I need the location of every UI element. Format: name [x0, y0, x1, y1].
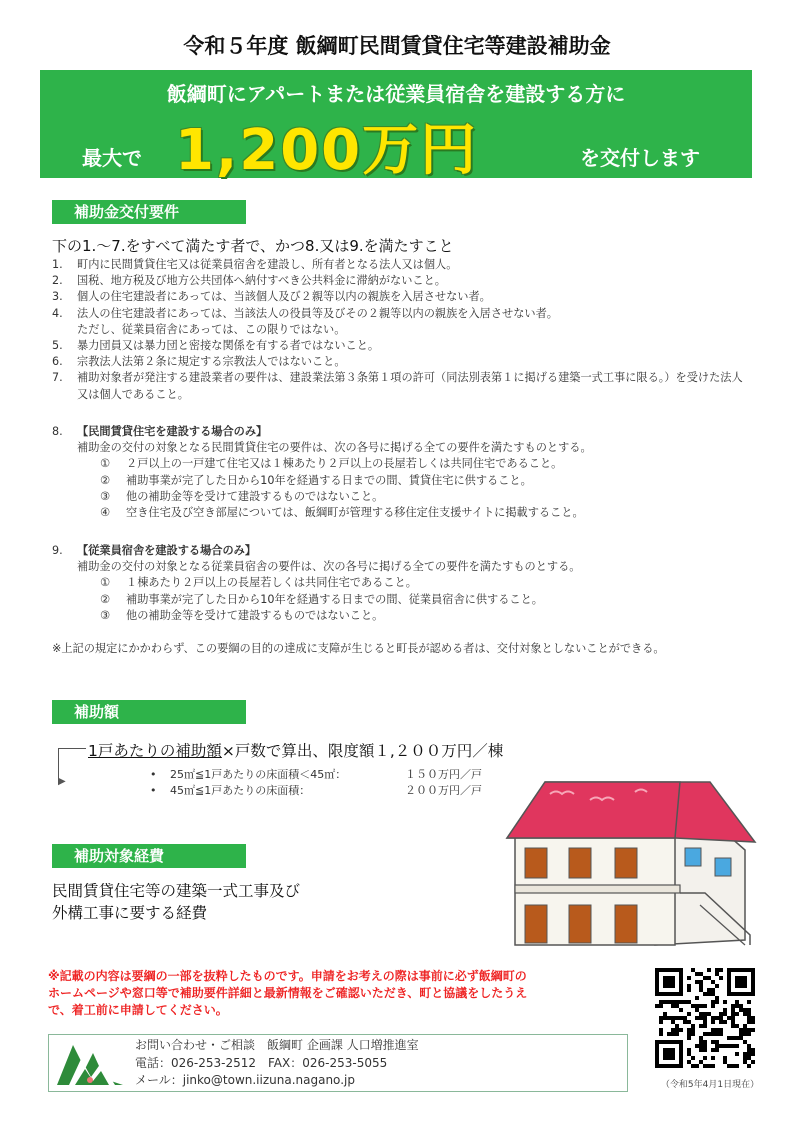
item-text: ただし、従業員宿舎にあっては、この限りではない。 [77, 322, 346, 336]
requirement-9-subitems [52, 575, 752, 624]
sub-text: ２戸以上の一戸建て住宅又は１棟あたり２戸以上の長屋若しくは共同住宅であること。 [126, 457, 563, 471]
sub-requirement [52, 489, 752, 505]
sub-requirement [52, 473, 752, 489]
notice-line3: で、着工前に申請してください。 [48, 1003, 228, 1017]
sub-requirement [52, 575, 752, 591]
headline-banner [40, 70, 752, 183]
requirement-item [52, 273, 752, 289]
amount-detail-label: 45㎡≦1戸あたりの床面積： [170, 784, 311, 797]
sub-mark: ② [100, 473, 111, 487]
requirement-8-subitems [52, 456, 752, 521]
item-number: 8. [52, 425, 63, 438]
expense-text [52, 880, 300, 924]
amount-heading: 補助額 [52, 700, 246, 724]
amount-formula [88, 739, 503, 761]
amount-formula-underlined: 1戸あたりの補助額 [88, 742, 222, 760]
amount-detail-value: １５０万円／戸 [405, 768, 482, 781]
notice-line2: ホームページや窓口等で補助要件詳細と最新情報をご確認いただき、町と協議をしたうえ [48, 986, 528, 1000]
banner-suffix: を交付します [580, 146, 700, 170]
notice-line1: ※記載の内容は要綱の一部を抜粋したものです。申請をお考えの際は事前に必ず飯綱町の [48, 969, 527, 983]
requirement-8 [52, 424, 752, 521]
requirements-note: ※上記の規定にかかわらず、この要綱の目的の達成に支障が生じると町長が認める者は、交付対象としないことができる。 [52, 642, 665, 655]
item-text: 個人の住宅建設者にあっては、当該個人及び２親等以内の親族を入居させない者。 [77, 290, 491, 304]
requirements-intro: 下の1.～7.をすべて満たす者で、かつ8.又は9.を満たすこと [52, 237, 454, 255]
amount-detail-row [150, 767, 482, 783]
contact-info [135, 1037, 419, 1090]
expense-line1: 民間賃貸住宅等の建築一式工事及び [52, 882, 301, 900]
contact-box [48, 1034, 628, 1092]
sub-text: 補助事業が完了した日から10年を経過する日までの間、賃貸住宅に供すること。 [126, 473, 532, 487]
requirement-9 [52, 543, 752, 624]
requirement-item [52, 257, 752, 273]
sub-text: １棟あたり２戸以上の長屋若しくは共同住宅であること。 [126, 576, 417, 590]
sub-mark: ① [100, 576, 111, 590]
amount-details [150, 767, 482, 799]
sub-requirement [52, 456, 752, 472]
requirement-item [52, 338, 752, 354]
requirement-item [52, 370, 752, 402]
expense-heading: 補助対象経費 [52, 844, 246, 868]
amount-formula-rest: ×戸数で算出、限度額１,２００万円／棟 [221, 742, 504, 760]
sub-text: 補助事業が完了した日から10年を経過する日までの間、従業員宿舎に供すること。 [126, 592, 543, 606]
town-logo-icon [55, 1039, 125, 1087]
sub-requirement [52, 592, 752, 608]
qr-code-icon [655, 968, 755, 1068]
requirement-item [52, 322, 752, 338]
requirement-8-lead: 補助金の交付の対象となる民間賃貸住宅の要件は、次の各号に掲げる全ての要件を満たすものとする。 [77, 441, 592, 455]
item-number: 4. [52, 306, 63, 320]
arrow-right-icon: ▶ [58, 776, 66, 787]
amount-detail-bullet: • [150, 784, 157, 797]
expense-line2: 外構工事に要する経費 [52, 904, 208, 922]
item-text: 宗教法人法第２条に規定する宗教法人ではないこと。 [77, 355, 346, 369]
apartment-illustration [505, 780, 765, 950]
item-number: 1. [52, 258, 63, 271]
sub-text: 空き住宅及び空き部屋については、飯綱町が管理する移住定住支援サイトに掲載すること。 [126, 506, 584, 520]
requirement-9-lead: 補助金の交付の対象となる従業員宿舎の要件は、次の各号に掲げる全ての要件を満たすものとする。 [77, 560, 581, 574]
notice-text [48, 968, 638, 1019]
amount-detail-label: 25㎡≦1戸あたりの床面積＜45㎡： [170, 768, 347, 781]
requirement-9-title: 【従業員宿舎を建設する場合のみ】 [77, 544, 257, 557]
item-text: 国税、地方税及び地方公共団体へ納付すべき公共料金に滞納がないこと。 [77, 274, 446, 288]
amount-detail-value: ２００万円／戸 [405, 784, 482, 797]
sub-mark: ① [100, 457, 111, 471]
banner-amount: 1,200万円 [175, 118, 479, 183]
sub-mark: ② [100, 592, 111, 606]
sub-text: 他の補助金等を受けて建設するものではないこと。 [126, 489, 384, 503]
requirements-list [52, 257, 752, 403]
sub-requirement [52, 608, 752, 624]
sub-mark: ③ [100, 608, 111, 622]
requirement-item [52, 354, 752, 370]
item-number: 9. [52, 544, 63, 557]
item-number [52, 322, 77, 338]
item-text: 法人の住宅建設者にあっては、当該法人の役員等及びその２親等以内の親族を入居させない者。 [77, 306, 558, 320]
sub-mark: ③ [100, 489, 111, 503]
item-number: 3. [52, 290, 63, 304]
item-number: 5. [52, 339, 63, 353]
item-text: 暴力団員又は暴力団と密接な関係を有する者ではないこと。 [77, 339, 380, 353]
requirement-8-title: 【民間賃貸住宅を建設する場合のみ】 [77, 425, 268, 438]
item-text: 町内に民間賃貸住宅又は従業員宿舎を建設し、所有者となる法人又は個人。 [77, 258, 458, 271]
contact-email: メール：jinko@town.iizuna.nagano.jp [135, 1073, 355, 1087]
requirement-item [52, 306, 752, 322]
item-number: 7. [52, 371, 63, 385]
item-number: 6. [52, 355, 63, 369]
requirement-item [52, 289, 752, 305]
amount-detail-row [150, 783, 482, 799]
page-title: 令和５年度 飯綱町民間賃貸住宅等建設補助金 [183, 34, 611, 58]
sub-requirement [52, 505, 752, 521]
date-note: （令和5年4月1日現在） [660, 1080, 760, 1090]
sub-mark: ④ [100, 506, 111, 520]
item-number: 2. [52, 274, 63, 288]
banner-line1: 飯綱町にアパートまたは従業員宿舎を建設する方に [166, 82, 626, 106]
requirements-heading: 補助金交付要件 [52, 200, 246, 224]
contact-phone-fax: 電話：026-253-2512 FAX：026-253-5055 [135, 1055, 388, 1070]
item-text: 補助対象者が発注する建設業者の要件は、建設業法第３条第１項の許可（同法別表第１に掲げる建築一式工事に限る。）を受けた法人又は個人であること。 [77, 371, 743, 401]
amount-detail-bullet: • [150, 768, 157, 781]
banner-prefix: 最大で [82, 146, 142, 170]
contact-line1: お問い合わせ・ご相談 飯綱町 企画課 人口増推進室 [135, 1038, 419, 1052]
sub-text: 他の補助金等を受けて建設するものではないこと。 [126, 608, 384, 622]
